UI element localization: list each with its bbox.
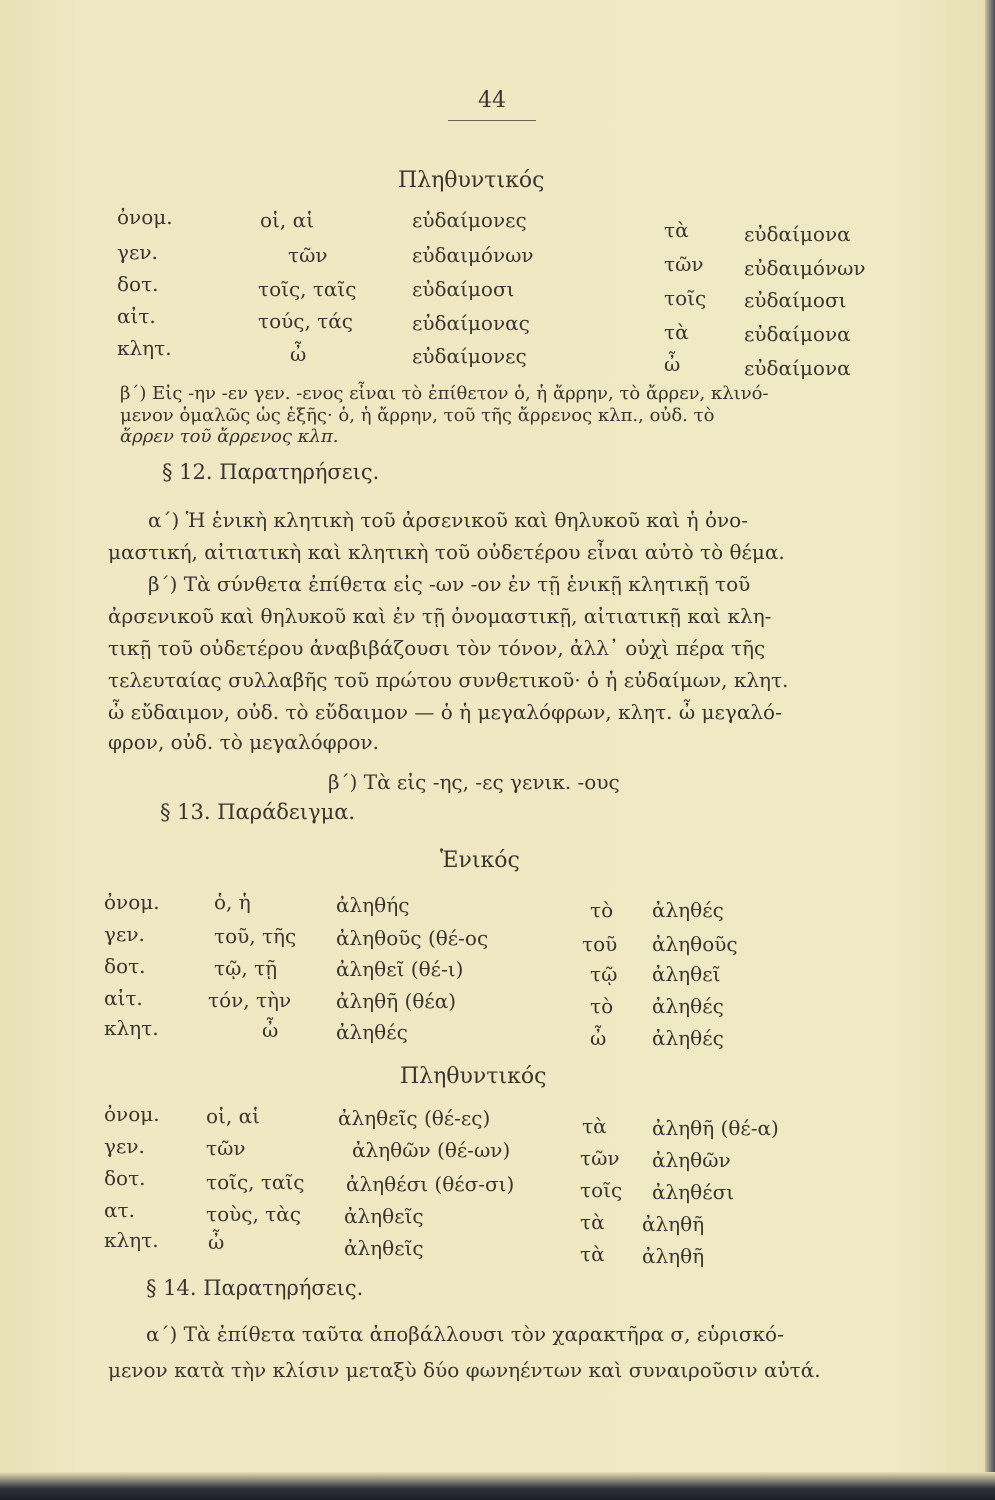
article: τοῖς, ταῖς: [206, 1170, 305, 1194]
form: εὐδαιμόνων: [412, 243, 534, 267]
case-label: ὀνομ.: [104, 890, 160, 914]
form: ἀληθεῖ (θέ-ι): [336, 957, 464, 981]
neuter-form: ἀληθές: [652, 1026, 724, 1050]
paragraph-line: τελευταίας συλλαβῆς τοῦ πρώτου συνθετικοῦ· ὁ ἡ εὐδαίμων, κλητ.: [108, 668, 789, 692]
singular-title: Ἑνικός: [440, 848, 520, 873]
case-label: ὀνομ.: [117, 205, 173, 229]
section-12-title: § 12. Παρατηρήσεις.: [162, 460, 380, 484]
case-label: αἰτ.: [104, 986, 143, 1010]
paragraph-line: μενον κατὰ τὴν κλίσιν μεταξὺ δύο φωνηέντων καὶ συναιροῦσιν αὐτά.: [108, 1358, 821, 1382]
form: εὐδαίμονες: [412, 344, 527, 368]
article: τῷ, τῇ: [214, 956, 278, 980]
form: ἀληθής: [336, 893, 410, 917]
neuter-article: τὰ: [664, 218, 689, 242]
case-label: ατ.: [104, 1198, 135, 1222]
paragraph-line: α΄) Τὰ ἐπίθετα ταῦτα ἀποβάλλουσι τὸν χαρακτῆρα σ, εὑρισκό-: [146, 1322, 784, 1346]
neuter-article: ὦ: [590, 1026, 607, 1050]
case-label: δοτ.: [104, 1166, 146, 1190]
paragraph-line: μαστική, αἰτιατικὴ καὶ κλητικὴ τοῦ οὐδετέρου εἶναι αὐτὸ τὸ θέμα.: [108, 540, 785, 564]
case-label: δοτ.: [104, 954, 146, 978]
case-label: κλητ.: [104, 1228, 159, 1252]
case-label: κλητ.: [117, 336, 172, 360]
form: ἀληθέσι (θέσ-σι): [346, 1172, 515, 1196]
form: εὐδαίμονας: [412, 311, 530, 335]
article: οἱ, αἱ: [206, 1104, 260, 1128]
section-14-title: § 14. Παρατηρήσεις.: [146, 1276, 364, 1300]
paragraph-line: φρον, οὐδ. τὸ μεγαλόφρον.: [108, 730, 379, 754]
section-13-title: § 13. Παράδειγμα.: [160, 800, 356, 824]
neuter-form: εὐδαίμονα: [744, 356, 851, 380]
case-label: γεν.: [104, 922, 145, 946]
form: ἀληθῆ (θέα): [336, 989, 457, 1013]
page-number: 44: [478, 88, 506, 113]
form: ἀληθεῖς: [344, 1204, 424, 1228]
neuter-form: εὐδαίμονα: [744, 322, 851, 346]
neuter-article: τῶν: [664, 252, 704, 276]
form: ἀληθεῖς: [344, 1236, 424, 1260]
case-label: γεν.: [104, 1134, 145, 1158]
plural-title: Πληθυντικός: [400, 1064, 547, 1089]
neuter-form: εὐδαίμοσι: [744, 288, 847, 312]
neuter-article: τὰ: [580, 1242, 605, 1266]
article: ὦ: [262, 1018, 279, 1042]
neuter-article: τὰ: [580, 1210, 605, 1234]
neuter-form: ἀληθῆ: [642, 1212, 705, 1236]
neuter-article: τὰ: [664, 320, 689, 344]
block1-title: Πληθυντικός: [398, 168, 545, 193]
case-label: αἰτ.: [117, 304, 156, 328]
article: ὦ: [208, 1230, 225, 1254]
neuter-article: ὦ: [664, 352, 681, 376]
case-label: κλητ.: [104, 1016, 159, 1040]
article: τῶν: [288, 243, 328, 267]
neuter-article: τοῖς: [664, 286, 707, 310]
article: τούς, τάς: [258, 309, 353, 333]
form: ἀληθοῦς (θέ-ος: [336, 926, 489, 950]
book-spine-edge: [985, 0, 995, 1500]
neuter-form: ἀληθοῦς: [652, 932, 738, 956]
neuter-form: ἀληθές: [652, 898, 724, 922]
neuter-article: τοῖς: [580, 1178, 623, 1202]
neuter-article: τὸ: [590, 994, 614, 1018]
sub-heading: β΄) Τὰ εἰς -ης, -ες γενικ. -ους: [328, 770, 620, 794]
scan-bottom-edge: [0, 1472, 995, 1500]
neuter-form: ἀληθές: [652, 994, 724, 1018]
neuter-article: τοῦ: [582, 932, 618, 956]
article: τοῖς, ταῖς: [258, 277, 357, 301]
paragraph-line: α΄) Ἡ ἑνικὴ κλητικὴ τοῦ ἀρσενικοῦ καὶ θηλυκοῦ καὶ ἡ ὀνο-: [148, 508, 748, 532]
article: τόν, τὴν: [208, 988, 292, 1012]
neuter-form: ἀληθέσι: [652, 1180, 735, 1204]
header-rule: [448, 120, 536, 121]
case-label: γεν.: [117, 240, 158, 264]
neuter-article: τὰ: [582, 1114, 607, 1138]
case-label: δοτ.: [117, 272, 159, 296]
form: εὐδαίμονες: [412, 208, 527, 232]
neuter-form: εὐδαιμόνων: [744, 256, 866, 280]
article: τῶν: [206, 1136, 246, 1160]
neuter-form: ἀληθεῖ: [652, 962, 721, 986]
paragraph-line: β΄) Τὰ σύνθετα ἐπίθετα εἰς -ων -ον ἐν τῇ ἑνικῇ κλητικῇ τοῦ: [148, 572, 751, 596]
case-label: ὀνομ.: [104, 1102, 160, 1126]
neuter-form: ἀληθῆ (θέ-α): [652, 1116, 779, 1140]
paragraph-line: ὦ εὔδαιμον, οὐδ. τὸ εὔδαιμον — ὁ ἡ μεγαλόφρων, κλητ. ὦ μεγαλό-: [108, 700, 782, 724]
neuter-form: ἀληθῶν: [652, 1148, 731, 1172]
note-line: ἄρρεν τοῦ ἄρρενος κλπ.: [120, 426, 339, 447]
form: ἀληθεῖς (θέ-ες): [338, 1106, 491, 1130]
note-line: β΄) Εἰς -ην -εν γεν. -ενος εἶναι τὸ ἐπίθετον ὁ, ἡ ἄρρην, τὸ ἄρρεν, κλινό-: [120, 383, 769, 404]
note-line: μενον ὁμαλῶς ὡς ἑξῆς· ὁ, ἡ ἄρρην, τοῦ τῆς ἄρρενος κλπ., οὐδ. τὸ: [120, 405, 715, 426]
article: τοῦ, τῆς: [214, 924, 297, 948]
neuter-article: τῶν: [580, 1146, 620, 1170]
article: ὁ, ἡ: [214, 890, 251, 914]
paragraph-line: ἀρσενικοῦ καὶ θηλυκοῦ καὶ ἐν τῇ ὀνομαστικῇ, αἰτιατικῇ καὶ κλη-: [108, 604, 772, 628]
neuter-article: τῷ: [590, 962, 618, 986]
neuter-form: ἀληθῆ: [642, 1244, 705, 1268]
article: οἱ, αἱ: [260, 208, 314, 232]
neuter-article: τὸ: [590, 898, 614, 922]
form: εὐδαίμοσι: [412, 277, 515, 301]
article: τοὺς, τὰς: [206, 1202, 301, 1226]
form: ἀληθές: [336, 1020, 408, 1044]
neuter-form: εὐδαίμονα: [744, 222, 851, 246]
form: ἀληθῶν (θέ-ων): [352, 1138, 511, 1162]
article: ὦ: [290, 342, 307, 366]
paragraph-line: τικῇ τοῦ οὐδετέρου ἀναβιβάζουσι τὸν τόνον, ἀλλ᾽ οὐχὶ πέρα τῆς: [108, 636, 766, 660]
